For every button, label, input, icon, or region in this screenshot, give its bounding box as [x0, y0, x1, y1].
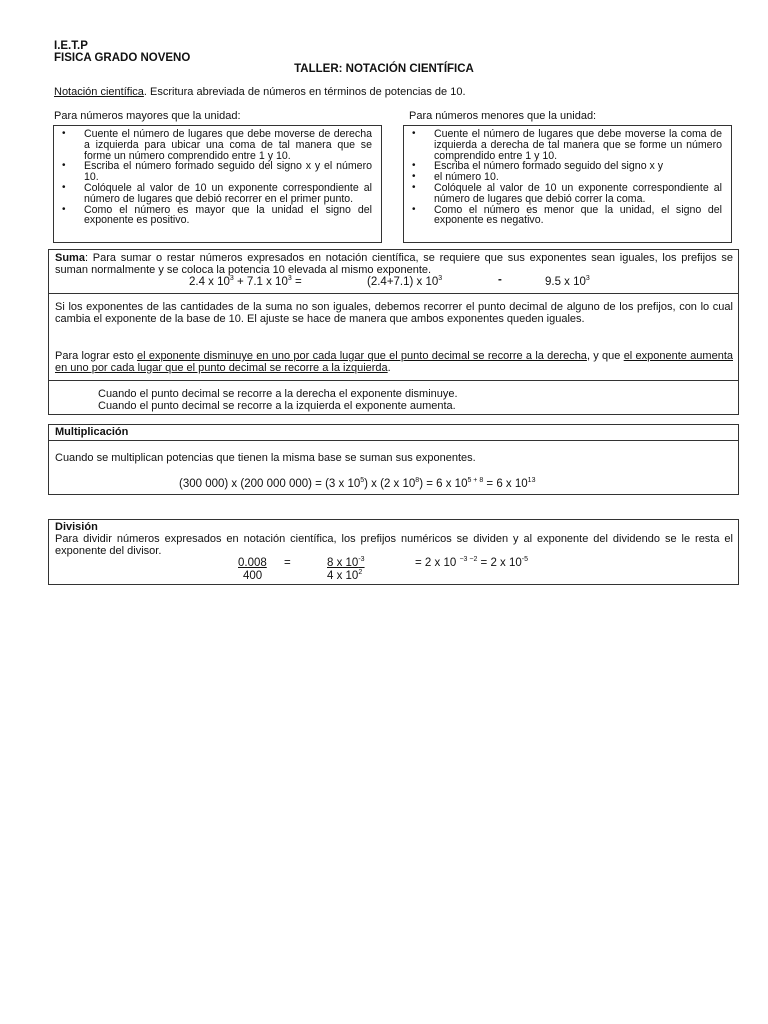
list-item: • Escriba el número formado seguido del signo x y el número 10.	[84, 161, 372, 183]
div-numerator-2: 8 x $10^{-3}$	[327, 556, 365, 569]
list-item: • el número 10.	[434, 172, 722, 183]
lesser-rules-list	[404, 129, 722, 226]
mult-equation: (300 000) x (200 000 000) = (3 x $10^5$) x (2 x $10^8) = 6$ x $10^{5 + 8} = 6$ x $10^{13}$	[179, 477, 536, 490]
mult-text: Cuando se multiplican potencias que tienen la misma base se suman sus exponentes.	[55, 452, 476, 464]
page-title: TALLER: NOTACIÓN CIENTÍFICA	[294, 63, 474, 75]
div-denominator-1: 400	[243, 570, 263, 582]
school-name: I.E.T.P	[54, 40, 88, 52]
div-text: Para dividir números expresados en notación científica, los prefijos numéricos se dividen y al exponente del dividendo se le resta el exponente del divisor.	[55, 533, 733, 557]
mult-divider	[49, 440, 738, 441]
div-denominator-2: 4 x $10^2$	[327, 569, 363, 582]
suma-equation-left: 2.4 x $10^3 + 7.1$ x $10^3$ =	[189, 275, 302, 288]
division-box	[48, 519, 739, 585]
suma-label: Suma	[55, 252, 85, 264]
suma-divider-2	[49, 380, 738, 381]
list-item: • Como el número es mayor que la unidad el signo del exponente es positivo.	[84, 205, 372, 227]
list-item: • Escriba el número formado seguido del signo x y	[434, 161, 722, 172]
course-name: FISICA GRADO NOVENO	[54, 52, 191, 64]
suma-divider	[49, 293, 738, 294]
suma-equation-mid: (2.4+7.1) x $10^3$	[367, 275, 443, 288]
intro-definition: . Escritura abreviada de números en términos de potencias de 10.	[143, 86, 466, 98]
list-item: • Cuente el número de lugares que debe moverse de derecha a izquierda para ubicar una coma de tal manera que se forme un número comprendido entre 1 y 10.	[84, 129, 372, 161]
list-item: • Colóquele al valor de 10 un exponente correspondiente al número de lugares que debió recorrer en el primer punto.	[84, 183, 372, 205]
div-numerator-1: 0.008	[238, 557, 267, 569]
lesser-rules-box	[403, 125, 732, 243]
intro-term: Notación científica	[54, 86, 144, 98]
suma-box	[48, 249, 739, 415]
suma-equation-right: 9.5 x $10^3$	[545, 275, 590, 288]
list-item: • Como el número es menor que la unidad, el signo del exponente es negativo.	[434, 205, 722, 227]
intro-line	[54, 87, 466, 99]
suma-equation-dash: -	[498, 274, 502, 286]
div-equals: =	[284, 557, 291, 569]
lesser-heading: Para números menores que la unidad:	[409, 110, 597, 122]
suma-rule-2: Cuando el punto decimal se recorre a la izquierda el exponente aumenta.	[98, 400, 456, 412]
multiplicacion-box	[48, 424, 739, 495]
suma-intro	[55, 253, 733, 276]
greater-rules-box	[53, 125, 382, 243]
suma-rule-1: Cuando el punto decimal se recorre a la derecha el exponente disminuye.	[98, 388, 458, 400]
list-item: • Cuente el número de lugares que debe moverse la coma de izquierda a derecha de tal manera que se forme un número comprendido entre 1 y 10.	[434, 129, 722, 161]
suma-paragraph-3: Para lograr esto el exponente disminuye en uno por cada lugar que el punto decimal se recorre a la derecha, y que el exponente aumenta en uno por cada lugar que el punto decimal se recorre a la izquierda.	[55, 350, 733, 374]
greater-rules-list	[54, 129, 372, 226]
suma-paragraph-2: Si los exponentes de las cantidades de la suma no son iguales, debemos recorrer el punto decimal de alguno de los prefijos, con lo cual cambia el exponente de la base de 10. El ajuste se hace de manera que ambos exponentes queden iguales.	[55, 301, 733, 325]
mult-label: Multiplicación	[55, 426, 129, 438]
greater-heading: Para números mayores que la unidad:	[54, 110, 241, 122]
suma-text: : Para sumar o restar números expresados en notación científica, se requiere que sus exponentes sean iguales, los prefijos se suman normalmente y se coloca la potencia 10 elevada al mismo exponente.	[55, 252, 733, 276]
div-label: División	[55, 521, 98, 533]
list-item: • Colóquele al valor de 10 un exponente correspondiente al número de lugares que debió correr la coma.	[434, 183, 722, 205]
div-result: = 2 x 10 $^{-3 -2}$ = 2 x $10^{-5}$	[415, 556, 529, 569]
